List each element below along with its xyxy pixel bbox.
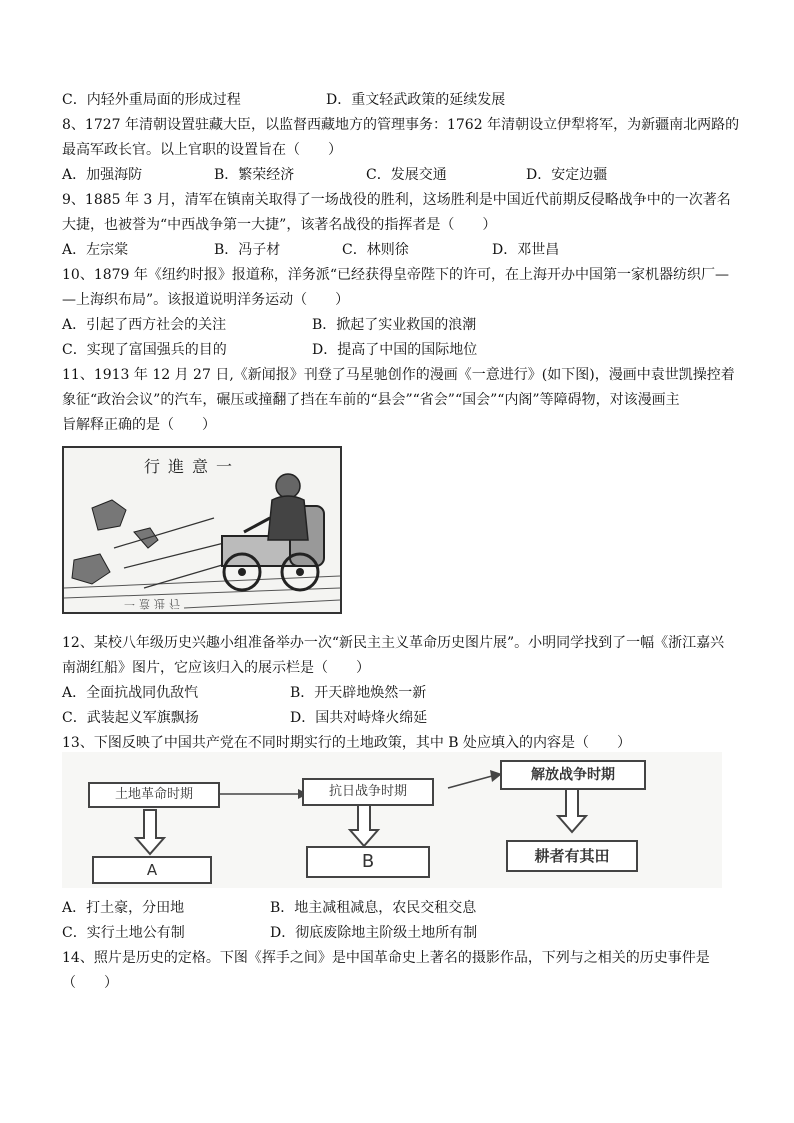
q9-option-b: B．冯子材: [214, 242, 281, 258]
q14-stem-line-2: （ ）: [62, 975, 118, 991]
q13-option-b: B．地主减租减息，农民交租交息: [270, 900, 477, 916]
q8-option-a: A．加强海防: [62, 167, 143, 183]
q11-stem-line-1: 11、1913 年 12 月 27 日,《新闻报》刊登了马星驰创作的漫画《一意进行》(如下图)，漫画中袁世凯操控着: [62, 367, 735, 383]
q8-option-d: D．安定边疆: [526, 167, 608, 183]
q7-option-c: C．内轻外重局面的形成过程: [62, 92, 241, 108]
q12-option-a: A．全面抗战同仇敌忾: [62, 685, 199, 701]
q11-stem-line-2: 象征“政治会议”的汽车，碾压或撞翻了挡在车前的“县会”“省会”“国会”“内阁”等障碍物，对该漫画主: [62, 392, 680, 408]
q9-option-a: A．左宗棠: [62, 242, 129, 258]
q8-option-c: C．发展交通: [366, 167, 447, 183]
q9-stem-line-1: 9、1885 年 3 月，清军在镇南关取得了一场战役的胜利，这场胜利是中国近代前期反侵略战争中的一次著名: [62, 192, 731, 208]
q12-option-d: D．国共对峙烽火绵延: [290, 710, 428, 726]
cartoon-caption: 一意进行: [124, 597, 184, 610]
q7-option-d: D．重文轻武政策的延续发展: [326, 92, 506, 108]
period-land-revolution: 土地革命时期: [88, 782, 220, 808]
result-box-b: B: [306, 846, 430, 878]
q9-option-c: C．林则徐: [342, 242, 409, 258]
q9-stem-line-2: 大捷，也被誉为“中西战争第一大捷”，该著名战役的指挥者是（ ）: [62, 217, 497, 233]
q12-option-b: B．开天辟地焕然一新: [290, 685, 427, 701]
q8-stem-line-1: 8、1727 年清朝设置驻藏大臣，以监督西藏地方的管理事务：1762 年清朝设立伊犁将军，为新疆南北两路的: [62, 117, 740, 133]
q11-stem-line-3: 旨解释正确的是（ ）: [62, 417, 216, 433]
period-liberation-war: 解放战争时期: [500, 760, 646, 790]
q10-stem-line-1: 10、1879 年《纽约时报》报道称，洋务派“已经获得皇帝陛下的许可，在上海开办中国第一家机器纺织厂—: [62, 267, 730, 283]
q10-option-a: A．引起了西方社会的关注: [62, 317, 227, 333]
q14-stem-line-1: 14、照片是历史的定格。下图《挥手之间》是中国革命史上著名的摄影作品，下列与之相关的历史事件是: [62, 950, 710, 966]
q12-stem-line-1: 12、某校八年级历史兴趣小组准备举办一次“新民主主义革命历史图片展”。小明同学找到了一幅《浙江嘉兴: [62, 635, 725, 651]
q12-option-c: C．武装起义军旗飘扬: [62, 710, 199, 726]
result-box-c: 耕者有其田: [506, 840, 638, 872]
q10-option-c: C．实现了富国强兵的目的: [62, 342, 227, 358]
q10-stem-line-2: —上海织布局”。该报道说明洋务运动（ ）: [62, 292, 350, 308]
q13-option-d: D．彻底废除地主阶级土地所有制: [270, 925, 478, 941]
q8-option-b: B．繁荣经济: [214, 167, 295, 183]
q13-stem: 13、下图反映了中国共产党在不同时期实行的土地政策，其中 B 处应填入的内容是（ ）: [62, 735, 632, 751]
q10-option-d: D．提高了中国的国际地位: [312, 342, 478, 358]
cartoon-image: [62, 446, 342, 614]
result-box-a: A: [92, 856, 212, 884]
period-anti-japanese-war: 抗日战争时期: [302, 778, 434, 806]
q12-stem-line-2: 南湖红船》图片，它应该归入的展示栏是（ ）: [62, 660, 370, 676]
land-policy-diagram: [62, 752, 722, 888]
q8-stem-line-2: 最高军政长官。以上官职的设置旨在（ ）: [62, 142, 342, 158]
cartoon-title: 行進意一: [144, 457, 241, 476]
q13-option-c: C．实行土地公有制: [62, 925, 185, 941]
q10-option-b: B．掀起了实业救国的浪潮: [312, 317, 477, 333]
q13-option-a: A．打土豪，分田地: [62, 900, 185, 916]
q9-option-d: D．邓世昌: [492, 242, 560, 258]
